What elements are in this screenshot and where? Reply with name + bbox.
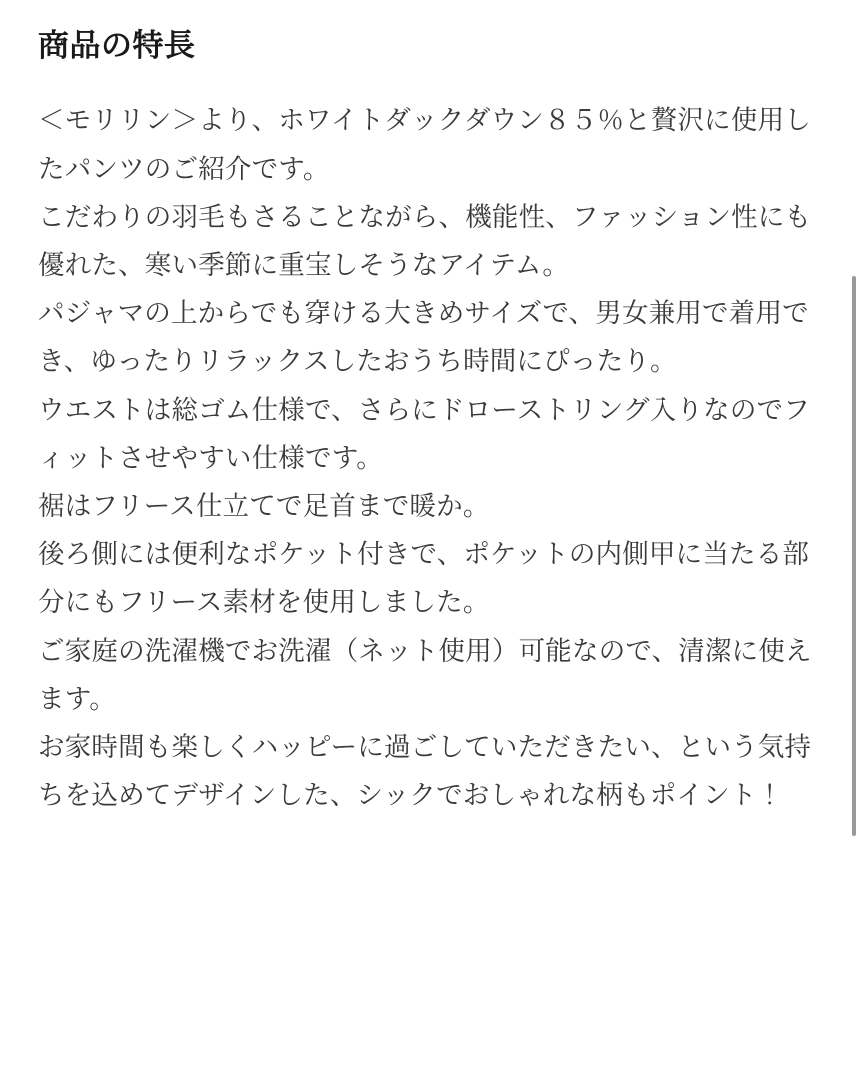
description-paragraph: ご家庭の洗濯機でお洗濯（ネット使用）可能なので、清潔に使えます。: [38, 635, 812, 714]
description-paragraph: ＜モリリン＞より、ホワイトダックダウン８５％と贅沢に使用したパンツのご紹介です。: [38, 105, 811, 184]
description-paragraph: 後ろ側には便利なポケット付きで、ポケットの内側甲に当たる部分にもフリース素材を使用しました。: [38, 539, 810, 618]
page-title: 商品の特長: [38, 28, 196, 63]
scrollbar-thumb[interactable]: [852, 276, 856, 836]
vertical-scrollbar[interactable]: [851, 0, 858, 1080]
description-paragraph: 裾はフリース仕立てで足首まで暖か。: [38, 491, 490, 522]
description-paragraph: お家時間も楽しくハッピーに過ごしていただきたい、という気持ちを込めてデザインした、シックでおしゃれな柄もポイント！: [38, 732, 812, 811]
description-body: [38, 96, 818, 819]
description-paragraph: ウエストは総ゴム仕様で、さらにドローストリング入りなのでフィットさせやすい仕様です。: [38, 394, 810, 473]
description-paragraph: こだわりの羽毛もさることながら、機能性、ファッション性にも優れた、寒い季節に重宝しそうなアイテム。: [38, 201, 812, 280]
description-paragraph: パジャマの上からでも穿ける大きめサイズで、男女兼用で着用でき、ゆったりリラックスしたおうち時間にぴったり。: [38, 298, 809, 377]
